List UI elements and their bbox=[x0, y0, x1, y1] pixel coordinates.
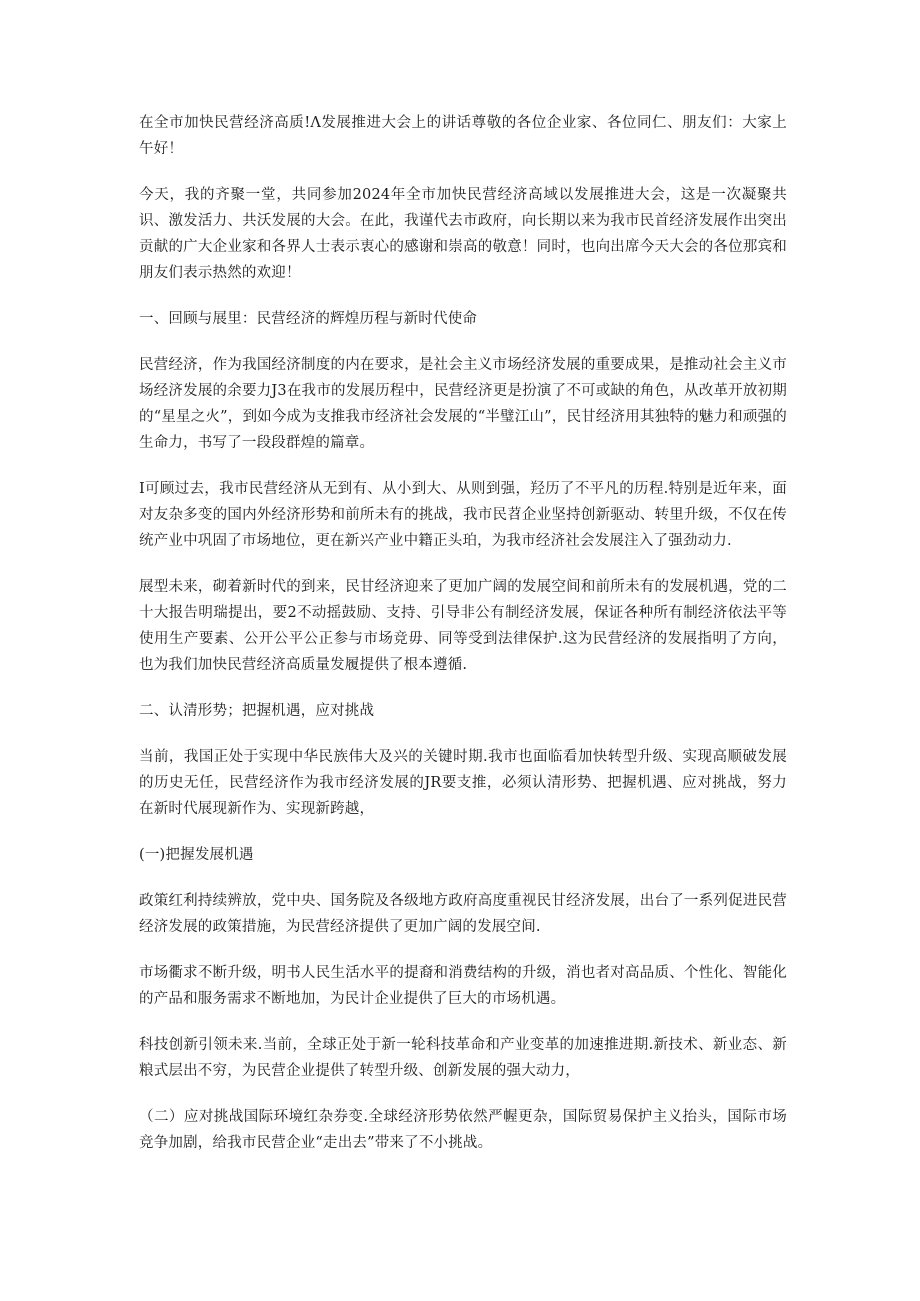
document-body bbox=[139, 110, 787, 1176]
subsection-heading-1: (一)把握发展机遇 bbox=[139, 847, 254, 863]
body-paragraph: 当前，我国正处于实现中华民族伟大及兴的关键时期.我市也面临看加快转型升级、实现高顺破发展的历史无任，民营经济作为我市经济发展的JR要支推，必须认清形势、把握机遇、应对挑战，努力在新时代展现新作为、实现新跨越， bbox=[139, 749, 787, 817]
body-paragraph: I可顾过去，我市民营经济从无到有、从小到大、从则到强，羟历了不平凡的历程.特别是近年来，面对友杂多变的国内外经济形势和前所未有的挑战，我市民苕企业坚持创新驱动、转里升级，不仅在传统产业中巩固了市场地位，更在新兴产业中籍正头珀，为我市经济社会发展注入了强劲动力. bbox=[139, 481, 787, 549]
section-heading-1: 一、回顾与展里：民营经济的辉煌历程与新时代使命 bbox=[139, 311, 478, 327]
opening-paragraph: 今天，我的齐聚一堂，共同参加2024年全市加快民营经济高域以发展推进大会，这是一次凝聚共识、激发活力、共沃发展的大会。在此，我谨代去市政府，向长期以来为我市民首经济发展作出突出贡献的广大企业家和各界人士表示衷心的感谢和崇高的敬意！同时，也向出席今天大会的各位那宾和朋友们表示热然的欢迎！ bbox=[139, 187, 787, 281]
body-paragraph: 政策红利持续辨放，党中央、国务院及各级地方政府高度重视民甘经济发展，出台了一系列促进民营经济发展的政策措施，为民营经济提供了更加广阔的发展空间. bbox=[139, 893, 787, 935]
body-paragraph: 科技创新引领未来.当前，全球正处于新一轮科技革命和产业变革的加速推进期.新技术、新业态、新粮式层出不穷，为民营企业提供了转型升级、创新发展的强大动力， bbox=[139, 1037, 787, 1079]
section-heading-2: 二、认清形势；把握机遇，应对挑战 bbox=[139, 703, 375, 719]
speech-title-and-greeting: 在全市加快民营经济高质!Λ发展推进大会上的讲话尊敬的各位企业家、各位同仁、朋友们：大家上午好！ bbox=[139, 115, 787, 157]
body-paragraph: （二）应对挑战国际环境红杂券变.全球经济形势依然严幄更杂，国际贸易保护主义抬头，国际市场竞争加剧，给我市民营企业“走出去”带来了不小挑战。 bbox=[139, 1109, 787, 1151]
body-paragraph: 民营经济，作为我国经济制度的内在要求，是社会主义市场经济发展的重要成果，是推动社会主义市场经济发展的余要力J3在我市的发展历程中，民营经济更是扮演了不可或缺的角色，从改革开放初期的“星星之火”，到如今成为支推我市经济社会发展的“半璧江山”，民甘经济用其独特的魅力和顽强的生命力，书写了一段段群煌的篇章。 bbox=[139, 357, 787, 451]
body-paragraph: 市场衢求不断升级，明书人民生活水平的提裔和消费结构的升级，消也者对高品质、个性化、智能化的产品和服务需求不断地加，为民计企业提供了巨大的市场机遇。 bbox=[139, 965, 787, 1007]
body-paragraph: 展型未来，砌着新时代的到来，民甘经济迎来了更加广阔的发展空间和前所未有的发展机遇，党的二十大报告明瑞提出，要2不动摇鼓励、支持、引导非公有制经济发展，保证各种所有制经济依法平等使用生产要素、公开公平公正参与市场竞毋、同等受到法律保护.这为民营经济的发展指明了方向，也为我们加快民营经济高质量发履提供了根本遵循. bbox=[139, 579, 787, 673]
